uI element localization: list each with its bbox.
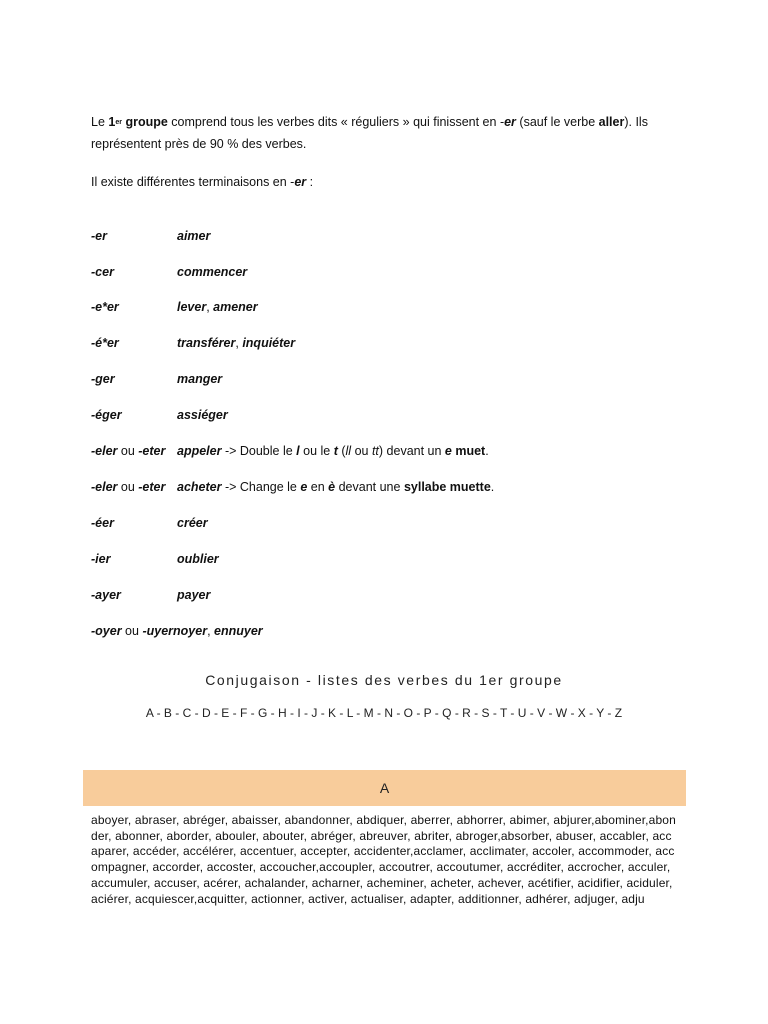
letter-separator: - (545, 706, 556, 720)
letter-header-a: A (83, 770, 686, 806)
letter-link-k[interactable]: K (328, 706, 337, 720)
letter-separator: - (336, 706, 347, 720)
termination-row: -ger manger (91, 372, 223, 386)
letter-separator: - (431, 706, 443, 720)
letter-separator: - (604, 706, 615, 720)
termination-row: -éger assiéger (91, 408, 228, 422)
letter-link-z[interactable]: Z (614, 706, 623, 720)
letter-separator: - (171, 706, 183, 720)
letter-link-i[interactable]: I (297, 706, 301, 720)
letter-separator: - (267, 706, 279, 720)
letter-link-d[interactable]: D (201, 706, 211, 720)
letter-link-v[interactable]: V (537, 706, 546, 720)
letter-separator: - (392, 706, 404, 720)
letter-link-j[interactable]: J (311, 706, 318, 720)
letter-link-c[interactable]: C (182, 706, 192, 720)
letter-separator: - (229, 706, 240, 720)
letter-link-p[interactable]: P (423, 706, 432, 720)
letter-link-g[interactable]: G (258, 706, 268, 720)
letter-separator: - (567, 706, 578, 720)
letter-link-u[interactable]: U (517, 706, 527, 720)
letter-link-h[interactable]: H (278, 706, 287, 720)
termination-row: -er aimer (91, 229, 211, 243)
letter-separator: - (451, 706, 463, 720)
termination-row: -éer créer (91, 516, 208, 530)
letter-separator: - (286, 706, 298, 720)
letter-separator: - (585, 706, 597, 720)
letter-separator: - (373, 706, 385, 720)
letter-link-b[interactable]: B (163, 706, 172, 720)
letter-link-r[interactable]: R (462, 706, 471, 720)
letter-separator: - (470, 706, 482, 720)
letter-link-l[interactable]: L (346, 706, 353, 720)
letter-separator: - (507, 706, 518, 720)
letter-separator: - (153, 706, 164, 720)
section-title: Conjugaison - listes des verbes du 1er groupe (205, 672, 563, 688)
verb-list-a: aboyer, abraser, abréger, abaisser, abandonner, abdiquer, aberrer, abhorrer, abimer, abjurer,abominer,abonder, abonner, aborder, abouler, abouter, abréger, abreuver, abriter, abroger,absorber, abuser, accabler, accaparer, accéder, accélérer, accentuer, accepter, accidenter,acclamer, acclimater, accoler, accommoder, accompagner, accorder, accoster, accoucher,accoupler, accoutrer, accoutumer, accréditer, accrocher, acculer, accumuler, accuser, acérer, achalander, acharner, acheminer, acheter, achever, acétifier, acidifier, aciduler, aciérer, acquiescer,acquitter, actionner, activer, actualiser, adapter, additionner, adhérer, adjuger, adju (91, 813, 676, 906)
letter-link-t[interactable]: T (499, 706, 508, 720)
letter-link-o[interactable]: O (403, 706, 413, 720)
letter-separator: - (191, 706, 202, 720)
termination-row: -eler ou -eter appeler -> Double le l ou le t (ll ou tt) devant un e muet. (91, 444, 489, 458)
letter-link-m[interactable]: M (363, 706, 374, 720)
letter-separator: - (352, 706, 364, 720)
letter-link-a[interactable]: A (145, 706, 154, 720)
letter-link-e[interactable]: E (221, 706, 230, 720)
termination-row: -ier oublier (91, 552, 219, 566)
letter-separator: - (526, 706, 538, 720)
intro-line-2: représentent près de 90 % des verbes. (91, 137, 307, 151)
termination-row: -cer commencer (91, 265, 248, 279)
letter-link-q[interactable]: Q (442, 706, 452, 720)
termination-row: -e*er lever, amener (91, 300, 258, 314)
termination-row: -eler ou -eter acheter -> Change le e en è devant une syllabe muette. (91, 480, 495, 494)
letter-separator: - (489, 706, 500, 720)
letter-link-f[interactable]: F (239, 706, 248, 720)
letter-link-y[interactable]: Y (596, 706, 605, 720)
termination-row: -ayer payer (91, 588, 211, 602)
letter-link-n[interactable]: N (384, 706, 393, 720)
letter-separator: - (413, 706, 424, 720)
terminations-intro: Il existe différentes terminaisons en -er : (91, 175, 314, 189)
letter-separator: - (210, 706, 222, 720)
letter-link-x[interactable]: X (577, 706, 586, 720)
termination-row: -oyer ou -uyernoyer, ennuyer (91, 624, 263, 638)
letter-link-w[interactable]: W (555, 706, 568, 720)
intro-paragraph (91, 111, 691, 155)
letter-separator: - (300, 706, 312, 720)
alphabet-index (88, 705, 680, 722)
letter-separator: - (247, 706, 258, 720)
intro-line-1: Le 1er groupe comprend tous les verbes dits « réguliers » qui finissent en -er (sauf le verbe aller). Ils (91, 115, 648, 129)
letter-link-s[interactable]: S (481, 706, 490, 720)
termination-row: -é*er transférer, inquiéter (91, 336, 296, 350)
letter-separator: - (317, 706, 329, 720)
